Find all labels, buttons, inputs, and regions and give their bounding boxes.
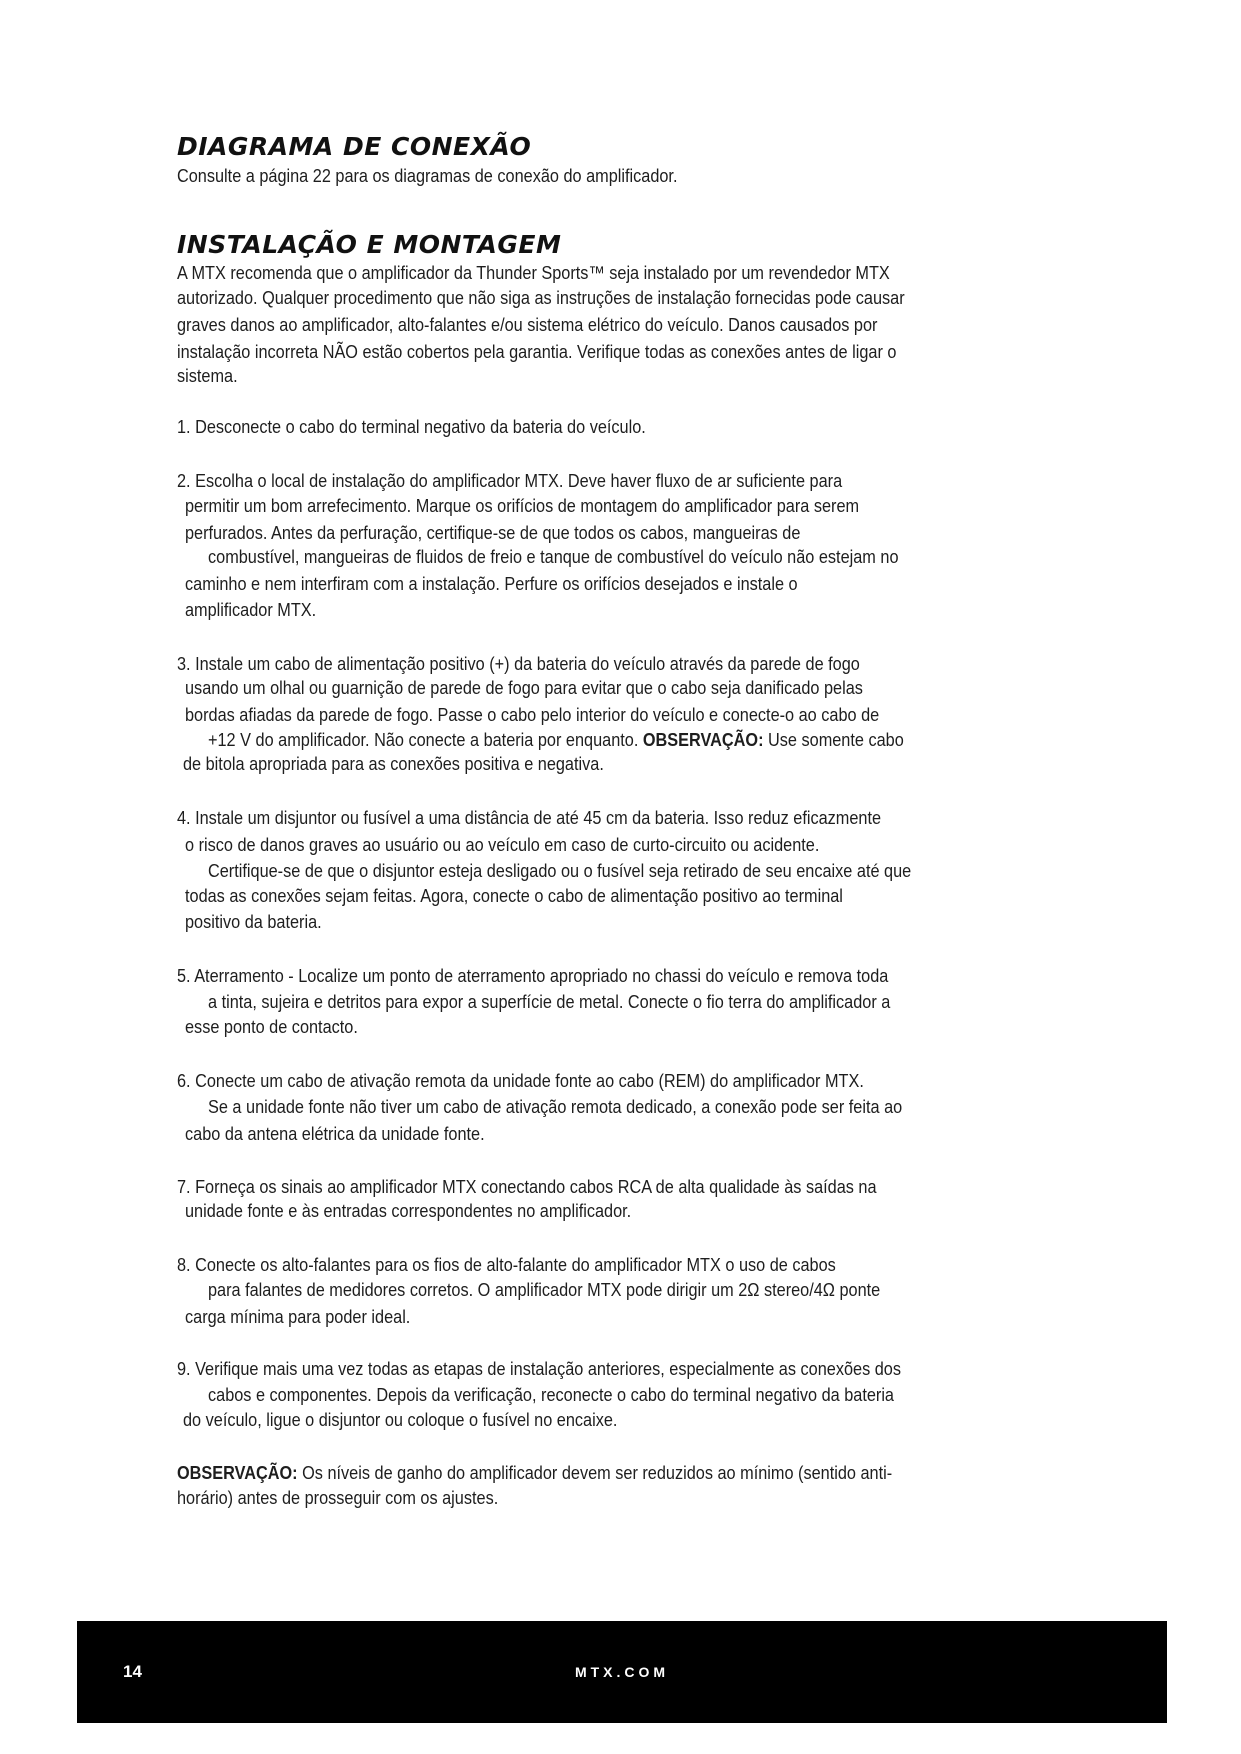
step-6-line: Se a unidade fonte não tiver um cabo de ativação remota dedicado, a conexão pode ser feita ao [208, 1096, 903, 1117]
note-line: horário) antes de prosseguir com os ajustes. [177, 1487, 499, 1508]
step-4-line: Certifique-se de que o disjuntor esteja desligado ou o fusível seja retirado de seu encaixe até que [208, 860, 912, 881]
website-label: MTX.COM [574, 1664, 670, 1680]
footer-bar [77, 1621, 1167, 1723]
intro-line: sistema. [177, 365, 238, 386]
step-8-line: carga mínima para poder ideal. [185, 1306, 411, 1327]
step-4-line: 4. Instale um disjuntor ou fusível a uma distância de até 45 cm da bateria. Isso reduz eficazmente [177, 807, 882, 828]
intro-line: graves danos ao amplificador, alto-falantes e/ou sistema elétrico do veículo. Danos causados por [177, 314, 878, 335]
step-3-note-label: OBSERVAÇÃO: [642, 729, 764, 750]
step-2-line: caminho e nem interfiram com a instalação. Perfure os orifícios desejados e instale o [185, 573, 798, 594]
step-6-line: 6. Conecte um cabo de ativação remota da unidade fonte ao cabo (REM) do amplificador MTX. [177, 1070, 864, 1091]
section-title-conexao: DIAGRAMA DE CONEXÃO [177, 132, 532, 161]
step-9-line: cabos e componentes. Depois da verificação, reconecte o cabo do terminal negativo da bateria [208, 1384, 894, 1405]
step-5-line: esse ponto de contacto. [185, 1016, 358, 1037]
step-2-line: perfurados. Antes da perfuração, certifique-se de que todos os cabos, mangueiras de [185, 522, 801, 543]
step-3-line: usando um olhal ou guarnição de parede de fogo para evitar que o cabo seja danificado pelas [185, 677, 863, 698]
section-title-instalacao: INSTALAÇÃO E MONTAGEM [177, 230, 562, 259]
step-7-line: unidade fonte e às entradas correspondentes no amplificador. [185, 1200, 632, 1221]
step-6-line: cabo da antena elétrica da unidade fonte. [185, 1123, 485, 1144]
step-1-line: 1. Desconecte o cabo do terminal negativo da bateria do veículo. [177, 416, 646, 437]
step-9-line: do veículo, ligue o disjuntor ou coloque o fusível no encaixe. [183, 1409, 618, 1430]
note-label: OBSERVAÇÃO: [177, 1462, 298, 1483]
note-line [177, 1461, 892, 1485]
intro-line: A MTX recomenda que o amplificador da Thunder Sports™ seja instalado por um revendedor MTX [177, 262, 890, 283]
page-number: 14 [123, 1662, 142, 1681]
step-8-line: 8. Conecte os alto-falantes para os fios de alto-falante do amplificador MTX o uso de cabos [177, 1254, 836, 1275]
step-2-line: permitir um bom arrefecimento. Marque os orifícios de montagem do amplificador para serem [185, 495, 860, 516]
step-5-line: 5. Aterramento - Localize um ponto de aterramento apropriado no chassi do veículo e remova toda [177, 965, 889, 986]
step-2-line: 2. Escolha o local de instalação do amplificador MTX. Deve haver fluxo de ar suficiente para [177, 470, 843, 491]
step-5-line: a tinta, sujeira e detritos para expor a superfície de metal. Conecte o fio terra do amplificador a [208, 991, 891, 1012]
step-3-line: bordas afiadas da parede de fogo. Passe o cabo pelo interior do veículo e conecte-o ao cabo de [185, 704, 880, 725]
step-4-line: positivo da bateria. [185, 911, 322, 932]
conexao-text: Consulte a página 22 para os diagramas de conexão do amplificador. [177, 165, 678, 186]
step-3-text: +12 V do amplificador. Não conecte a bateria por enquanto. [208, 729, 643, 750]
step-4-line: o risco de danos graves ao usuário ou ao veículo em caso de curto-circuito ou acidente. [185, 834, 820, 855]
step-3-line: 3. Instale um cabo de alimentação positivo (+) da bateria do veículo através da parede de fogo [177, 653, 860, 674]
note-text: Os níveis de ganho do amplificador devem ser reduzidos ao mínimo (sentido anti- [297, 1462, 893, 1483]
step-3-note-text: Use somente cabo [763, 729, 904, 750]
step-9-line: 9. Verifique mais uma vez todas as etapas de instalação anteriores, especialmente as conexões dos [177, 1358, 901, 1379]
intro-line: autorizado. Qualquer procedimento que não siga as instruções de instalação fornecidas pode causar [177, 287, 905, 308]
step-2-line: combustível, mangueiras de fluidos de freio e tanque de combustível do veículo não estejam no [208, 546, 899, 567]
step-4-line: todas as conexões sejam feitas. Agora, conecte o cabo de alimentação positivo ao terminal [185, 885, 843, 906]
intro-line: instalação incorreta NÃO estão cobertos pela garantia. Verifique todas as conexões antes de ligar o [177, 341, 897, 362]
step-3-line: de bitola apropriada para as conexões positiva e negativa. [183, 753, 604, 774]
step-7-line: 7. Forneça os sinais ao amplificador MTX conectando cabos RCA de alta qualidade às saídas na [177, 1176, 877, 1197]
step-3-line [208, 728, 904, 752]
step-8-line: para falantes de medidores corretos. O amplificador MTX pode dirigir um 2Ω stereo/4Ω ponte [208, 1279, 881, 1300]
step-2-line: amplificador MTX. [185, 599, 317, 620]
